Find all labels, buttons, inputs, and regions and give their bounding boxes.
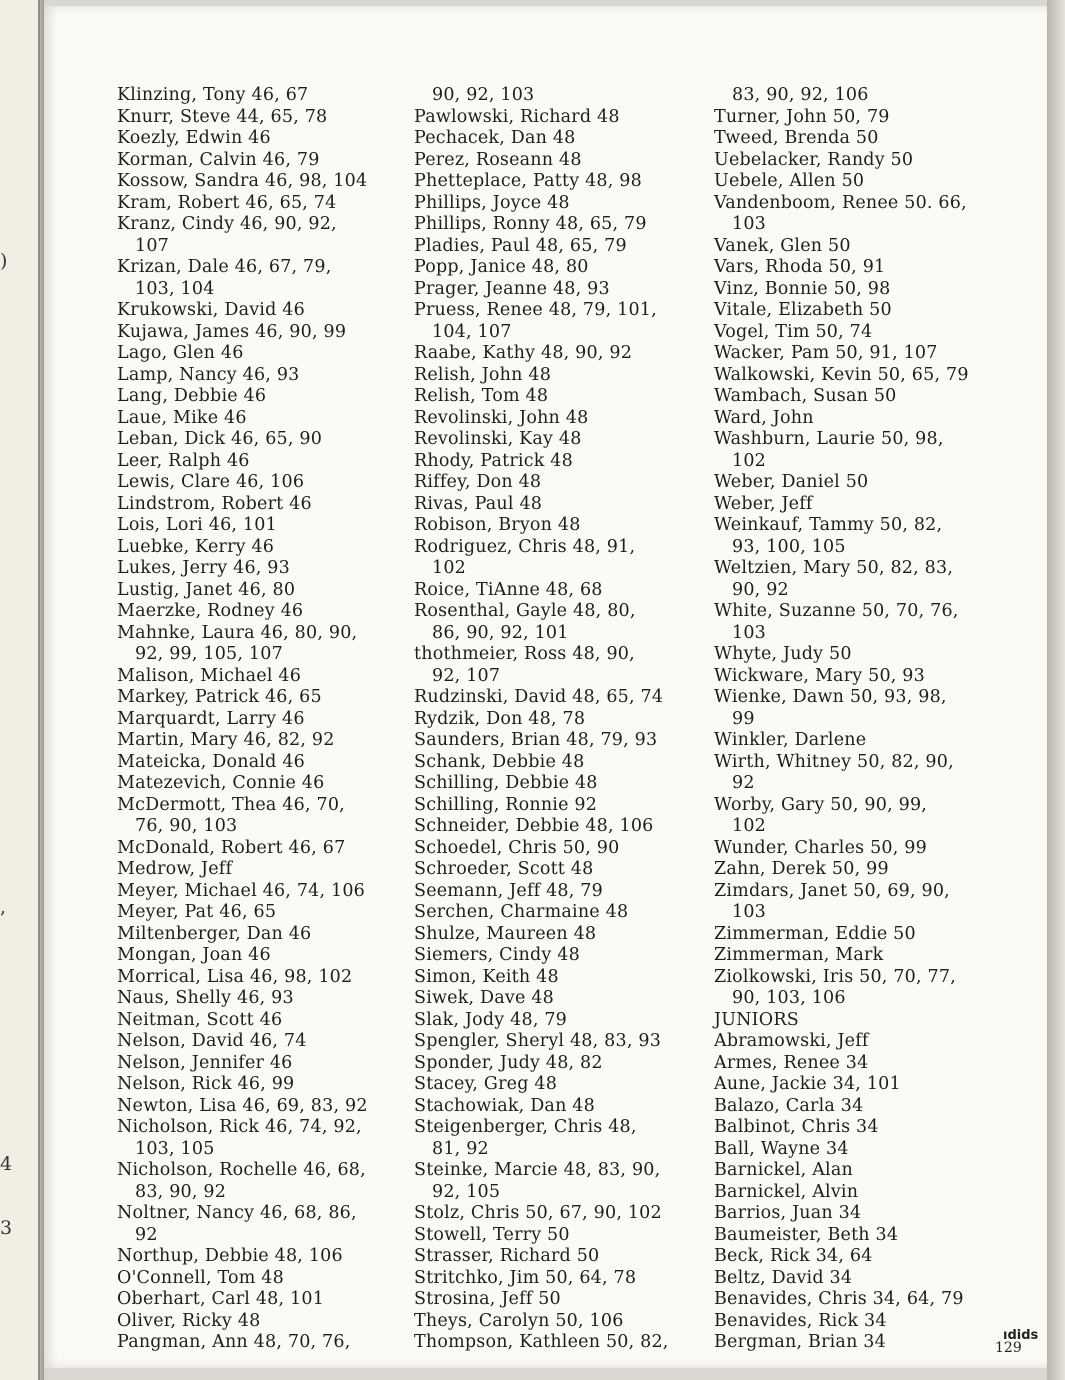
index-entry: Ziolkowski, Iris 50, 70, 77, [714,966,956,987]
index-entry-continuation: 92, 105 [432,1181,501,1202]
index-entry: Oberhart, Carl 48, 101 [117,1289,325,1309]
index-entry: Phillips, Ronny 48, 65, 79 [414,214,647,234]
index-entry-continuation: 81, 92 [432,1138,489,1159]
index-entry: Nelson, Jennifer 46 [117,1052,293,1073]
index-entry: Shulze, Maureen 48 [414,923,597,944]
index-entry: Wickware, Mary 50, 93 [714,665,925,686]
index-entry: Lois, Lori 46, 101 [117,515,277,535]
index-entry: Zimdars, Janet 50, 69, 90, [714,880,950,901]
index-entry: Steigenberger, Chris 48, [414,1117,637,1137]
index-entry-continuation: 102 [732,816,767,836]
index-entry: Nelson, Rick 46, 99 [117,1074,295,1094]
index-entry: Weinkauf, Tammy 50, 82, [714,515,943,535]
index-entry: Matezevich, Connie 46 [117,773,325,793]
index-entry: Uebelacker, Randy 50 [714,149,914,170]
index-entry: Weltzien, Mary 50, 82, 83, [714,558,954,578]
index-entry: Phillips, Joyce 48 [414,192,570,213]
index-entry: Meyer, Pat 46, 65 [117,902,277,922]
index-entry: Weber, Jeff [714,493,813,514]
index-entry: Korman, Calvin 46, 79 [117,149,320,170]
index-entry: Prager, Jeanne 48, 93 [414,278,610,299]
index-entry: Siwek, Dave 48 [414,988,554,1008]
index-entry: Marquardt, Larry 46 [117,708,305,729]
index-entry-continuation: 86, 90, 92, 101 [432,622,569,643]
index-entry: McDonald, Robert 46, 67 [117,837,346,858]
index-entry: Wirth, Whitney 50, 82, 90, [714,751,954,772]
index-entry: JUNIORS [714,1009,799,1030]
index-entry-continuation: 107 [135,235,170,256]
index-entry: Rodriguez, Chris 48, 91, [414,536,636,557]
index-entry: Pawlowski, Richard 48 [414,106,620,127]
index-entry: Thompson, Kathleen 50, 82, [414,1332,669,1352]
index-entry-continuation: 76, 90, 103 [135,816,238,836]
index-entry: Zahn, Derek 50, 99 [714,859,889,879]
index-entry: Raabe, Kathy 48, 90, 92 [414,343,633,363]
index-entry: Baumeister, Beth 34 [714,1224,899,1245]
index-entry: Pruess, Renee 48, 79, 101, [414,300,657,320]
index-entry-continuation: 92 [135,1224,158,1245]
index-entry-continuation: 93, 100, 105 [732,536,846,557]
index-entry: Wienke, Dawn 50, 93, 98, [714,687,947,707]
index-entry: Koezly, Edwin 46 [117,128,271,148]
index-entry: Walkowski, Kevin 50, 65, 79 [714,364,969,385]
book-cover-edge [1047,0,1065,1380]
index-entry: Vogel, Tim 50, 74 [714,321,873,342]
index-entry: Uebele, Allen 50 [714,171,865,191]
index-entry: Lamp, Nancy 46, 93 [117,364,300,385]
index-entry: Vitale, Elizabeth 50 [714,300,892,320]
index-entry: thothmeier, Ross 48, 90, [414,644,635,664]
index-entry: Spengler, Sheryl 48, 83, 93 [414,1031,662,1051]
index-entry: Beltz, David 34 [714,1267,853,1288]
index-entry-continuation: 99 [732,708,755,729]
index-entry-continuation: 102 [432,558,467,578]
index-entry: Robison, Bryon 48 [414,515,581,535]
index-entry-continuation: 104, 107 [432,321,512,342]
index-entry: Schilling, Debbie 48 [414,773,598,793]
index-entry: Leer, Ralph 46 [117,450,250,471]
index-entry: Barrios, Juan 34 [714,1203,862,1223]
index-entry: Abramowski, Jeff [714,1031,869,1051]
index-entry: Maerzke, Rodney 46 [117,601,304,621]
index-entry: Krukowski, David 46 [117,300,305,320]
index-entry: Siemers, Cindy 48 [414,945,580,965]
index-entry: Revolinski, Kay 48 [414,429,582,449]
index-entry-continuation: 103, 104 [135,278,215,299]
index-entry: Benavides, Chris 34, 64, 79 [714,1289,964,1309]
index-entry: Pladies, Paul 48, 65, 79 [414,235,627,256]
index-entry: Strasser, Richard 50 [414,1246,600,1266]
index-entry: Pechacek, Dan 48 [414,128,576,148]
index-entry: Zimmerman, Eddie 50 [714,923,916,944]
index-entry-continuation: 90, 92, 103 [432,85,535,105]
index-entry: Schank, Debbie 48 [414,751,585,772]
index-entry: Serchen, Charmaine 48 [414,902,629,922]
index-page [44,6,1047,1368]
index-entry: Lustig, Janet 46, 80 [117,579,296,600]
index-entry: Neitman, Scott 46 [117,1009,283,1030]
index-entry: Markey, Patrick 46, 65 [117,687,322,707]
index-entry: Relish, Tom 48 [414,386,549,406]
index-entry-continuation: 83, 90, 92 [135,1181,227,1202]
index-entry: Medrow, Jeff [117,859,233,879]
index-entry: Wunder, Charles 50, 99 [714,837,927,858]
index-entry: Mahnke, Laura 46, 80, 90, [117,622,358,643]
index-entry: Lang, Debbie 46 [117,386,267,406]
index-entry: Knurr, Steve 44, 65, 78 [117,106,328,127]
index-entry: White, Suzanne 50, 70, 76, [714,601,959,621]
page-number: 129 [995,1340,1022,1356]
index-entry: Vinz, Bonnie 50, 98 [714,278,891,299]
index-entry: Aune, Jackie 34, 101 [714,1074,901,1094]
index-entry: Revolinski, John 48 [414,407,589,428]
index-entry: Miltenberger, Dan 46 [117,923,312,944]
index-entry: Rosenthal, Gayle 48, 80, [414,601,636,621]
index-entry: Wambach, Susan 50 [714,386,897,406]
index-entry: Simon, Keith 48 [414,966,559,987]
index-entry: Tweed, Brenda 50 [714,128,879,148]
index-entry: O'Connell, Tom 48 [117,1267,284,1288]
index-entry: Pangman, Ann 48, 70, 76, [117,1332,351,1352]
index-entry: Noltner, Nancy 46, 68, 86, [117,1203,357,1223]
previous-page-mark: , [0,896,7,918]
index-entry: Turner, John 50, 79 [714,106,890,127]
index-entry: Zimmerman, Mark [714,945,884,965]
index-entry: Perez, Roseann 48 [414,149,582,170]
index-entry: Whyte, Judy 50 [714,644,852,664]
index-entry-continuation: 102 [732,450,767,471]
index-entry: Mongan, Joan 46 [117,945,271,965]
index-entry: Vanek, Glen 50 [714,235,851,256]
index-entry: Theys, Carolyn 50, 106 [414,1310,624,1331]
index-entry: Stolz, Chris 50, 67, 90, 102 [414,1203,662,1223]
next-page-fragment: ıdids [1003,1328,1039,1343]
index-entry: Balbinot, Chris 34 [714,1117,879,1137]
index-entry: Schoedel, Chris 50, 90 [414,837,620,858]
index-entry: Krizan, Dale 46, 67, 79, [117,257,332,277]
index-entry: Relish, John 48 [414,364,552,385]
previous-page-mark: 3 [0,1217,13,1239]
index-entry: Armes, Renee 34 [714,1052,869,1073]
index-entry-continuation: 103 [732,902,767,922]
index-entry-continuation: 103, 105 [135,1138,215,1159]
index-entry: Meyer, Michael 46, 74, 106 [117,880,366,901]
index-entry: Nelson, David 46, 74 [117,1031,307,1051]
index-entry-continuation: 92, 99, 105, 107 [135,644,283,664]
index-entry: Laue, Mike 46 [117,407,247,428]
index-entry: Lukes, Jerry 46, 93 [117,558,290,578]
index-entry: Winkler, Darlene [714,730,867,750]
index-entry: Rudzinski, David 48, 65, 74 [414,687,664,707]
index-entry: Nicholson, Rick 46, 74, 92, [117,1117,362,1137]
index-entry: Beck, Rick 34, 64 [714,1246,873,1266]
index-entry: Vars, Rhoda 50, 91 [714,257,886,277]
index-entry: Wacker, Pam 50, 91, 107 [714,343,938,363]
index-entry: Malison, Michael 46 [117,665,302,686]
previous-page-edge [0,0,40,1380]
previous-page-mark: 4 [0,1153,13,1175]
index-entry: Kram, Robert 46, 65, 74 [117,192,337,213]
index-entry: Worby, Gary 50, 90, 99, [714,794,928,815]
index-column-1 [117,85,368,1354]
index-entry: Washburn, Laurie 50, 98, [714,429,944,449]
index-entry: Nicholson, Rochelle 46, 68, [117,1160,366,1180]
index-entry: Kranz, Cindy 46, 90, 92, [117,214,337,234]
index-entry: Kujawa, James 46, 90, 99 [117,321,347,342]
index-entry: Oliver, Ricky 48 [117,1310,261,1331]
index-entry: Seemann, Jeff 48, 79 [414,880,603,901]
index-entry: Morrical, Lisa 46, 98, 102 [117,966,353,987]
index-entry: Stacey, Greg 48 [414,1074,558,1094]
index-entry-continuation: 83, 90, 92, 106 [732,85,869,105]
index-entry: Luebke, Kerry 46 [117,536,275,557]
index-entry: Klinzing, Tony 46, 67 [117,85,309,105]
index-entry: Stachowiak, Dan 48 [414,1095,595,1116]
index-entry: McDermott, Thea 46, 70, [117,794,345,815]
index-entry: Bergman, Brian 34 [714,1332,886,1352]
previous-page-mark: ) [0,250,8,272]
index-entry: Lindstrom, Robert 46 [117,493,312,514]
index-column-3 [714,85,969,1354]
index-entry: Sponder, Judy 48, 82 [414,1052,603,1073]
index-entry: Riffey, Don 48 [414,472,542,492]
index-entry: Stritchko, Jim 50, 64, 78 [414,1267,637,1288]
index-entry: Stowell, Terry 50 [414,1224,570,1245]
index-entry: Rivas, Paul 48 [414,493,543,514]
index-entry-continuation: 90, 92 [732,579,789,600]
index-entry: Martin, Mary 46, 82, 92 [117,730,335,750]
index-entry: Lago, Glen 46 [117,343,244,363]
index-entry: Northup, Debbie 48, 106 [117,1246,343,1266]
index-entry: Leban, Dick 46, 65, 90 [117,429,323,449]
index-entry: Strosina, Jeff 50 [414,1289,561,1309]
index-entry-continuation: 92, 107 [432,665,501,686]
index-entry: Ward, John [714,407,814,428]
index-entry: Rhody, Patrick 48 [414,450,573,471]
index-column-2 [414,85,669,1354]
index-entry: Phetteplace, Patty 48, 98 [414,171,642,191]
index-entry: Rydzik, Don 48, 78 [414,708,586,729]
index-entry: Weber, Daniel 50 [714,472,869,492]
index-entry: Schneider, Debbie 48, 106 [414,816,654,836]
index-entry: Barnickel, Alan [714,1160,853,1180]
index-entry: Schilling, Ronnie 92 [414,794,598,815]
index-entry: Naus, Shelly 46, 93 [117,988,294,1008]
index-entry: Steinke, Marcie 48, 83, 90, [414,1160,661,1180]
index-entry: Lewis, Clare 46, 106 [117,472,305,492]
index-entry: Popp, Janice 48, 80 [414,257,589,277]
index-entry-continuation: 92 [732,773,755,793]
index-entry: Mateicka, Donald 46 [117,751,306,772]
index-entry: Vandenboom, Renee 50. 66, [714,192,967,213]
index-entry: Saunders, Brian 48, 79, 93 [414,730,658,750]
index-entry-continuation: 90, 103, 106 [732,988,846,1008]
index-entry: Balazo, Carla 34 [714,1095,864,1116]
index-entry: Roice, TiAnne 48, 68 [414,579,603,600]
index-entry: Kossow, Sandra 46, 98, 104 [117,171,368,191]
index-entry: Barnickel, Alvin [714,1181,859,1202]
index-entry: Ball, Wayne 34 [714,1138,849,1159]
index-entry-continuation: 103 [732,622,767,643]
index-entry: Benavides, Rick 34 [714,1310,887,1331]
index-entry: Newton, Lisa 46, 69, 83, 92 [117,1095,368,1116]
index-entry: Schroeder, Scott 48 [414,859,594,879]
index-entry: Slak, Jody 48, 79 [414,1009,568,1030]
index-entry-continuation: 103 [732,214,767,234]
